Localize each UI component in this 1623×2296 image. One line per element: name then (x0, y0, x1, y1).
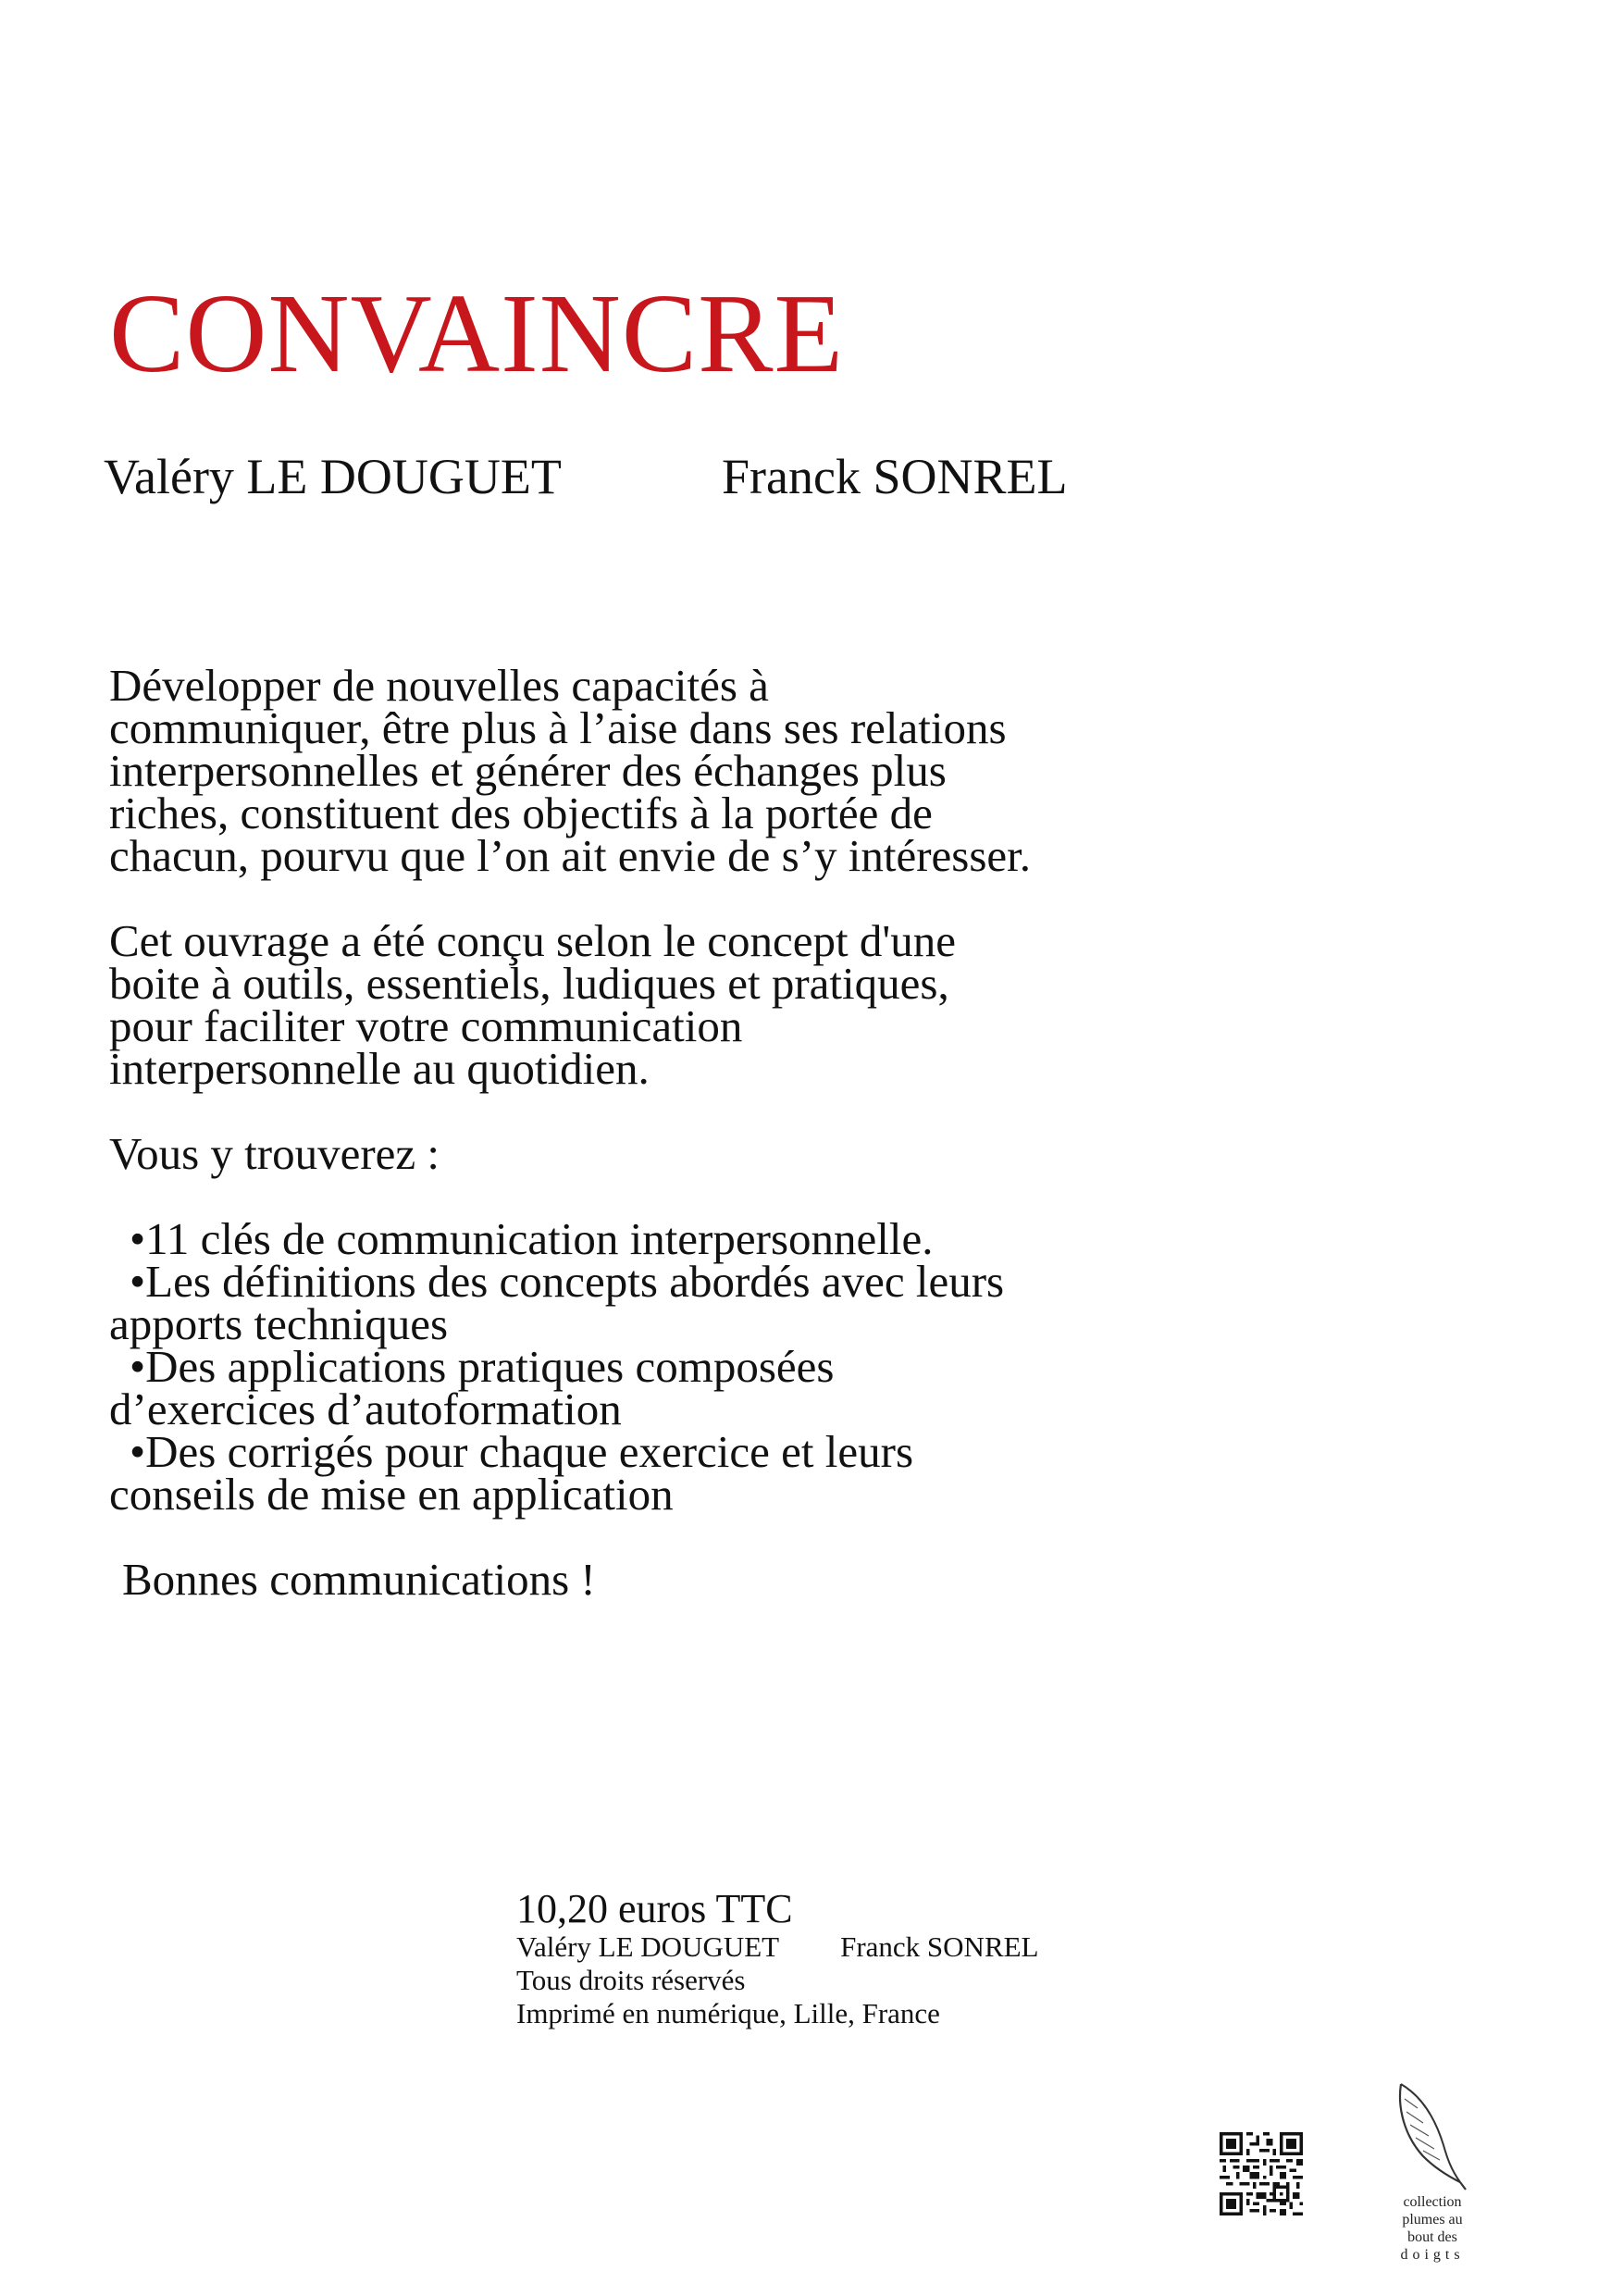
bullet-item: •Des corrigés pour chaque exercice et leurs (130, 1426, 914, 1477)
intro-line: chacun, pourvu que l’on ait envie de s’y intéresser. (109, 830, 1032, 881)
bullet-item: •Des applications pratiques composées (130, 1341, 835, 1392)
bullet-item-continuation: conseils de mise en application (109, 1469, 674, 1520)
qr-code-icon (1220, 2132, 1303, 2215)
rights-notice: Tous droits réservés (516, 1964, 746, 1996)
bullet-item: •Les définitions des concepts abordés avec leurs (130, 1256, 1005, 1307)
author-name: Franck SONREL (722, 449, 1068, 504)
intro-line: riches, constituent des objectifs à la portée de (109, 788, 933, 838)
intro-line: communiquer, être plus à l’aise dans ses relations (109, 702, 1007, 753)
back-cover-text (109, 660, 1312, 1605)
find-label: Vous y trouverez : (109, 1128, 440, 1179)
feather-quill-icon (1395, 2080, 1469, 2191)
concept-line: Cet ouvrage a été conçu selon le concept d'une (109, 915, 956, 966)
intro-line: interpersonnelles et générer des échanges plus (109, 745, 947, 796)
concept-line: interpersonnelle au quotidien. (109, 1043, 650, 1094)
bullet-item-continuation: d’exercices d’autoformation (109, 1384, 622, 1434)
colophon (516, 1888, 1039, 2030)
concept-line: boite à outils, essentiels, ludiques et pratiques, (109, 958, 949, 1009)
colophon-authors: Valéry LE DOUGUET Franck SONREL (516, 1930, 1039, 1963)
bullet-item-continuation: apports techniques (109, 1298, 449, 1349)
book-title: CONVAINCRE (109, 271, 845, 396)
intro-line: Développer de nouvelles capacités à (109, 660, 769, 711)
bullet-item: •11 clés de communication interpersonnelle. (130, 1213, 934, 1264)
print-notice: Imprimé en numérique, Lille, France (516, 1997, 940, 2029)
price: 10,20 euros TTC (516, 1886, 793, 1931)
closing-line: Bonnes communications ! (122, 1554, 596, 1605)
concept-line: pour faciliter votre communication (109, 1000, 743, 1051)
author-name: Valéry LE DOUGUET (104, 449, 562, 504)
collection-logo: collection plumes au bout des doigts (1400, 2194, 1465, 2263)
